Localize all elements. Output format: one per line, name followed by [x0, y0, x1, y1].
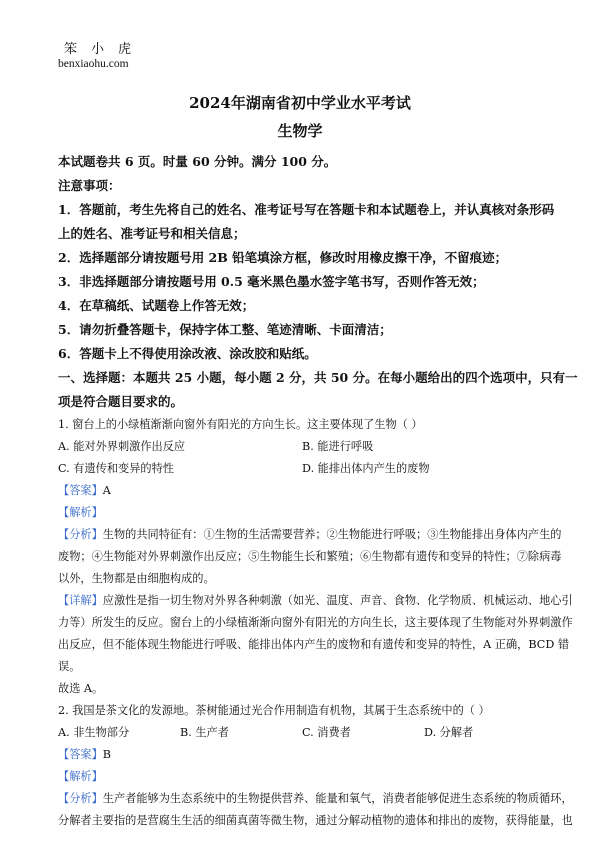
note-line: 3．非选择题部分请按题号用 0.5 毫米黑色墨水签字笔书写，否则作答无效； — [58, 274, 485, 289]
q2-fenxi-line — [58, 790, 573, 806]
note-line: 1．答题前，考生先将自己的姓名、准考证号写在答题卡和本试题卷上，并认真核对条形码 — [58, 202, 555, 217]
q2-option-a: A. 非生物部分 — [58, 726, 130, 739]
fenxi-text: 生产者能够为生态系统中的生物提供营养、能量和氧气，消费者能够促进生态系统的物质循环， — [102, 792, 573, 805]
fenxi-tag: 【分析】 — [58, 792, 103, 805]
answer-value: B — [102, 748, 111, 761]
subject-title: 生物学 — [277, 122, 323, 140]
brand-logo-text: 笨小虎 — [64, 42, 146, 57]
note-line: 2．选择题部分请按题号用 2B 铅笔填涂方框，修改时用橡皮擦干净，不留痕迹； — [58, 250, 508, 265]
q2-analysis-tag: 【解析】 — [58, 770, 103, 783]
answer-tag: 【答案】 — [58, 484, 103, 497]
q1-xiangjie-line: 出反应，但不能体现生物能进行呼吸、能排出体内产生的废物和有遗传和变异的特性，A 正确，BCD 错 — [58, 638, 570, 651]
note-line: 6．答题卡上不得使用涂改液、涂改胶和贴纸。 — [58, 346, 317, 361]
q2-option-c: C. 消费者 — [302, 726, 351, 739]
q1-option-d: D. 能排出体内产生的废物 — [302, 462, 430, 475]
xiangjie-tag: 【详解】 — [58, 594, 103, 607]
xiangjie-text: 应激性是指一切生物对外界各种刺激（如光、温度、声音、食物、化学物质、机械运动、地心引 — [102, 594, 573, 607]
note-line: 5．请勿折叠答题卡，保持字体工整、笔迹清晰、卡面清洁； — [58, 322, 392, 337]
fenxi-tag: 【分析】 — [58, 528, 103, 541]
question-2-stem: 2. 我国是茶文化的发源地。茶树能通过光合作用制造有机物，其属于生态系统中的（ ） — [58, 704, 490, 717]
question-1-stem: 1. 窗台上的小绿植渐渐向窗外有阳光的方向生长。这主要体现了生物（ ） — [58, 418, 423, 431]
q1-fenxi-line: 以外，生物都是由细胞构成的。 — [58, 572, 215, 585]
note-line: 上的姓名、准考证号和相关信息； — [58, 226, 246, 241]
q2-fenxi-line: 分解者主要指的是营腐生生活的细菌真菌等微生物，通过分解动植物的遗体和排出的废物，获得能量，也 — [58, 814, 573, 827]
q2-option-b: B. 生产者 — [180, 726, 229, 739]
site-url: benxiaohu.com — [58, 58, 129, 70]
q1-analysis-tag: 【解析】 — [58, 506, 103, 519]
answer-value: A — [102, 484, 111, 497]
q1-conclusion: 故选 A。 — [58, 682, 104, 695]
q1-xiangjie-line: 误。 — [58, 660, 81, 673]
exam-intro: 本试题卷共 6 页。时量 60 分钟。满分 100 分。 — [58, 154, 337, 169]
fenxi-text: 生物的共同特征有：①生物的生活需要营养；②生物能进行呼吸；③生物能排出身体内产生的 — [102, 528, 562, 541]
q1-option-c: C. 有遗传和变异的特性 — [58, 462, 174, 475]
answer-tag: 【答案】 — [58, 748, 103, 761]
q1-xiangjie-line — [58, 592, 573, 608]
q1-option-b: B. 能进行呼吸 — [302, 440, 374, 453]
q2-answer — [58, 746, 548, 762]
section-heading: 项是符合题目要求的。 — [58, 394, 184, 409]
q1-answer — [58, 482, 548, 498]
note-line: 4．在草稿纸、试题卷上作答无效； — [58, 298, 255, 313]
q2-option-d: D. 分解者 — [424, 726, 474, 739]
q1-option-a: A. 能对外界刺激作出反应 — [58, 440, 186, 453]
exam-title: 2024年湖南省初中学业水平考试 — [189, 94, 411, 112]
section-heading: 一、选择题：本题共 25 小题，每小题 2 分，共 50 分。在每小题给出的四个选项中，只有一 — [58, 370, 578, 385]
q1-xiangjie-line: 力等）所发生的反应。窗台上的小绿植渐渐向窗外有阳光的方向生长，这主要体现了生物能对外界刺激作 — [58, 616, 573, 629]
q1-fenxi-line: 废物；④生物能对外界刺激作出反应；⑤生物能生长和繁殖；⑥生物都有遗传和变异的特性；⑦除病毒 — [58, 550, 562, 563]
notes-heading: 注意事项： — [58, 178, 121, 193]
q1-fenxi-line — [58, 526, 562, 542]
